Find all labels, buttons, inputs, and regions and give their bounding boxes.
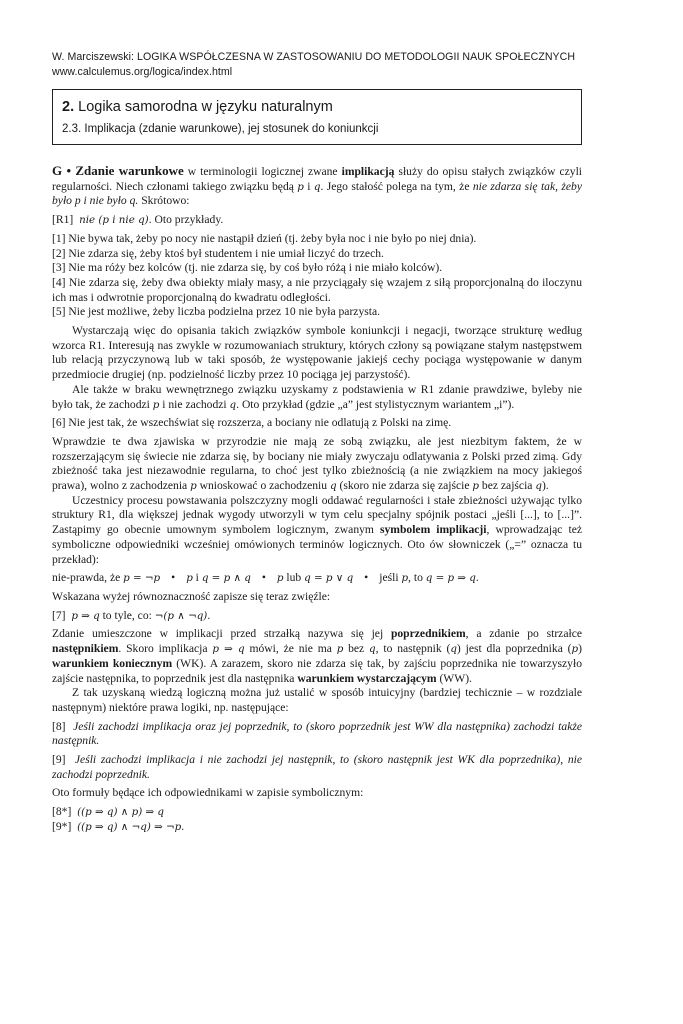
text-run: i xyxy=(303,179,314,193)
formula-implication: q = p ⇒ q xyxy=(425,572,476,585)
formula: p ⇒ q xyxy=(212,643,245,656)
text-run: ) xyxy=(578,642,582,656)
formula-7 xyxy=(52,609,582,624)
formula: ((p ⇒ q) ∧ p) ⇒ q xyxy=(77,806,164,819)
header-citation: W. Marciszewski: LOGIKA WSPÓŁCZESNA W ZASTOSOWANIU DO METODOLOGII NAUK SPOŁECZNYCH xyxy=(52,51,576,63)
text-run: Zdanie umieszczone w implikacji przed strzałką nazywa się jej xyxy=(52,627,391,641)
text-run: (skoro nie zdarza się zajście xyxy=(336,479,473,493)
article-body xyxy=(52,164,582,835)
formula: p ⇒ q xyxy=(71,609,100,622)
text-run: Wprawdzie te dwa zjawiska w przyrodzie nie mają ze sobą związku, ale jest niezbitym faktem, że w rozszerzającym się świecie nie zdarza się, by bociany nie miały zwyczaju odlatywania z Polski przed zimą. Gdy zbieżność taka jest niezawodnie regularna, to choć jest tylko zbieżnością (a nie związkiem na mocy jakiegoś prawa), wolno z zachodzenia xyxy=(52,434,582,493)
text-run: . Oto przykłady. xyxy=(148,213,224,227)
formula: ((p ⇒ q) ∧ ¬q) ⇒ ¬p xyxy=(77,820,182,833)
text-run: mówi, że nie ma xyxy=(244,642,337,656)
text-run: bez xyxy=(343,642,370,656)
text-run: , to xyxy=(408,571,426,585)
var-q: q xyxy=(450,643,457,656)
italic-phrase: nie zdarza się tak, żeby było p i nie było q. xyxy=(52,179,582,208)
text-run: , to następnik ( xyxy=(375,642,451,656)
text-run: jeśli xyxy=(379,571,402,585)
example-1: [1] Nie bywa tak, żeby po nocy nie nastąpił dzień (tj. żeby była noc i nie było po niej dnia). xyxy=(52,231,477,245)
var-p: p xyxy=(190,480,197,493)
formula-disjunction: q = p ∨ q xyxy=(304,572,354,585)
formula-9-star xyxy=(52,820,582,835)
text-run: wnioskować o zachodzeniu xyxy=(196,479,330,493)
term-nastepnik: następnikiem xyxy=(52,642,119,656)
example-5: [5] Nie jest możliwe, żeby liczba podzielna przez 10 nie była parzysta. xyxy=(52,305,381,319)
paragraph-7 xyxy=(52,627,582,686)
paragraph-8: Z tak uzyskaną wiedzą logiczną można już ustalić w sposób intuicyjny (bardziej techicznie – w rozdziale następnym) niektóre prawa logiki, np. następujące: xyxy=(52,686,582,714)
text-run: , wprowadzając też symboliczne odpowiedniki wcześniej omówionych terminów logicznych. Oto ów słowniczek („=” oznacza tu przekład): xyxy=(52,523,582,566)
var-p: p xyxy=(472,480,480,493)
var-p: p xyxy=(276,572,284,585)
paragraph-4 xyxy=(52,435,582,494)
text-run: , a zdanie po strzałce xyxy=(465,627,582,641)
var-p: p xyxy=(186,572,193,585)
bullet-separator: • xyxy=(364,571,369,585)
formula: ¬(p ∧ ¬q) xyxy=(154,609,208,622)
text-run: . xyxy=(475,571,479,585)
text-run: w terminologii logicznej zwane xyxy=(183,165,342,178)
formula-negation: p = ¬p xyxy=(123,572,161,585)
term-warunek-wystarczajacy: warunkiem wystarczającym xyxy=(297,671,437,685)
text-run: (WK). A zarazem, skoro nie zdarza się tak, by zajściu poprzednika nie towarzyszyło zajście następnika, to poprzednik jest dla następnika xyxy=(52,656,582,685)
rule-label: [R1] xyxy=(52,213,74,227)
text-run: . xyxy=(181,819,185,833)
paragraph-9: Oto formuły będące ich odpowiednikami w zapisie symbolicznym: xyxy=(52,786,364,800)
var-p: p xyxy=(401,572,409,585)
example-2: [2] Nie zdarza się, żeby ktoś był studentem i nie umiał liczyć do trzech. xyxy=(52,246,384,260)
text-run: . Jego stałość polega na tym, że xyxy=(320,179,473,193)
example-4: [4] Nie zdarza się, żeby dwa obiekty miały masy, a nie przyciągały się wzajem z siłą proporcjonalną do iloczynu ich mas i odwrotnie proporcjonalną do kwadratu odległości. xyxy=(52,275,582,304)
example-6: [6] Nie jest tak, że wszechświat się rozszerza, a bociany nie odlatują z Polski na zimę. xyxy=(52,416,452,430)
formula-label: [9*] xyxy=(52,819,72,833)
text-run: bez zajścia xyxy=(479,479,536,493)
formula-label: [8*] xyxy=(52,805,72,819)
page-header xyxy=(52,50,637,80)
paragraph-intro xyxy=(52,164,582,209)
text-run: Ale także w braku wewnętrznego związku uzyskamy z podstawienia w R1 zdanie prawdziwe, byleby nie było tak, że zachodzi xyxy=(52,382,582,411)
header-url: www.calculemus.org/logica/index.html xyxy=(52,66,233,78)
var-q: q xyxy=(535,480,542,493)
text-run: służy do opisu stałych związków czyli regularności. Niech członami takiego związku będą xyxy=(52,165,583,193)
text-run: to tyle, co: xyxy=(99,608,155,622)
paragraph-6: Wskazana wyżej równoznaczność zapisze się teraz zwięźle: xyxy=(52,589,331,603)
text-run: nie-prawda, że xyxy=(52,571,124,585)
rule-r1 xyxy=(52,213,582,228)
text-run: . xyxy=(207,608,211,622)
paragraph-2: Wystarczają więc do opisania takich związków symbole koniunkcji i negacji, tworzące strukturę według wzorca R1. Interesują nas zwykle w rozumowaniach struktury, których człony są powiązane stałym następstwem lub relacją przyczynową lub w taki sposób, że występowanie jakiejś cechy pociąga występowanie w danym przedmiocie drugiej (np. podzielność liczby przez 10 pociąga jej parzystość). xyxy=(52,324,582,382)
formula-conjunction: q = p ∧ q xyxy=(201,572,251,585)
law-label: [9] xyxy=(52,753,66,767)
text-run: ). xyxy=(541,479,549,493)
text-run: i xyxy=(192,571,202,585)
section-subtitle: 2.3. Implikacja (zdanie warunkowe), jej stosunek do koniunkcji xyxy=(62,123,379,135)
text-run: . Skoro implikacja xyxy=(118,642,213,656)
term-warunek-konieczny: warunkiem koniecznym xyxy=(52,656,173,670)
law-text: Jeśli zachodzi implikacja i nie zachodzi jej następnik, to (skoro następnik jest WK dla poprzednika), nie zachodzi poprzednik. xyxy=(52,753,582,781)
text-run: i nie zachodzi xyxy=(159,397,230,411)
bullet-separator: • xyxy=(261,571,266,585)
var-p: p xyxy=(336,643,344,656)
lead-heading: G • Zdanie warunkowe xyxy=(52,163,184,178)
paragraph-5 xyxy=(52,494,582,568)
example-3: [3] Nie ma róży bez kolców (tj. nie zdarza się, by coś było różą i nie miało kolców). xyxy=(52,261,443,275)
symbol-dictionary xyxy=(52,571,582,586)
law-9 xyxy=(52,753,582,782)
text-run: (WW). xyxy=(436,671,472,685)
text-run: ) jest dla poprzednika ( xyxy=(456,642,572,656)
law-8 xyxy=(52,720,582,749)
law-text: Jeśli zachodzi implikacja oraz jej poprzednik, to (skoro poprzednik jest WW dla następnika) zachodzi także następnik. xyxy=(52,719,582,748)
section-title-text: Logika samorodna w języku naturalnym xyxy=(78,99,333,115)
term-symbol-implikacji: symbolem implikacji xyxy=(379,523,487,537)
section-box xyxy=(52,89,582,145)
section-title xyxy=(62,99,333,116)
var-p: p xyxy=(571,643,579,656)
term-poprzednik: poprzednikiem xyxy=(390,627,466,641)
bullet-separator: • xyxy=(171,571,176,585)
var-p: p xyxy=(297,180,304,193)
var-q: q xyxy=(329,480,337,493)
text-run: lub xyxy=(283,571,305,585)
paragraph-3 xyxy=(52,383,582,412)
text-run: Skrótowo: xyxy=(138,194,190,208)
var-q: q xyxy=(313,180,321,193)
var-q: q xyxy=(229,398,237,411)
law-label: [8] xyxy=(52,719,66,733)
text-run: Uczestnicy procesu powstawania polszczyzny mogli oddawać regularności i stałe zbieżności używając tylko struktury R1, dla większej jednak wygody utworzyli w tym celu specjalny spójnik postaci „jeśli [...], to [...]”. Zastąpimy go obecnie umownym symbolem logicznym, zwanym xyxy=(52,493,582,537)
formula-8-star xyxy=(52,805,582,820)
formula-label: [7] xyxy=(52,608,66,622)
rule-formula: nie (p i nie q) xyxy=(79,214,149,227)
text-run: . Oto przykład (gdzie „a” jest stylistycznym wariantem „i”). xyxy=(236,397,515,411)
section-number: 2. xyxy=(62,99,75,115)
var-q: q xyxy=(369,643,376,656)
term-implikacja: implikacją xyxy=(341,165,395,178)
var-p: p xyxy=(152,398,160,411)
